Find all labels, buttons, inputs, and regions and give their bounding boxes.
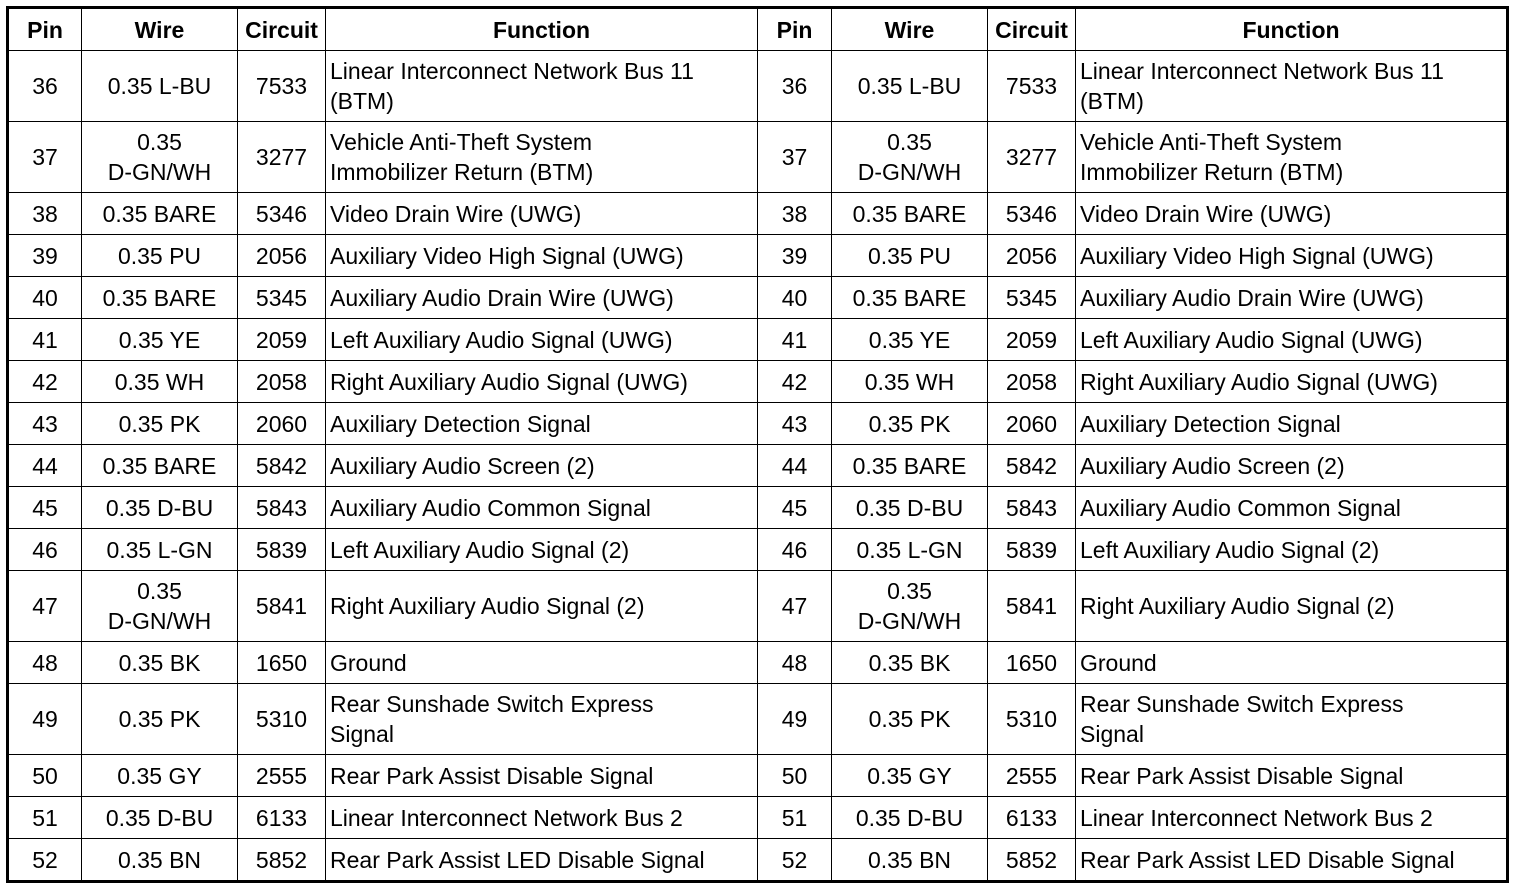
pin-cell-left: 47 xyxy=(8,571,82,642)
function-line: Rear Sunshade Switch Express xyxy=(1080,691,1404,717)
pin-cell-left: 42 xyxy=(8,361,82,403)
function-cell-right xyxy=(1076,235,1508,277)
function-line: Left Auxiliary Audio Signal (2) xyxy=(1080,536,1380,563)
function-line: Signal xyxy=(330,721,394,747)
function-cell-right xyxy=(1076,122,1508,193)
wire-cell-left xyxy=(82,319,238,361)
wire-cell-left xyxy=(82,235,238,277)
table-row xyxy=(8,529,1508,571)
function-cell-left xyxy=(326,445,758,487)
circuit-cell-right: 5842 xyxy=(988,445,1076,487)
pin-cell-right: 50 xyxy=(758,755,832,797)
function-cell-left xyxy=(326,122,758,193)
function-line: Video Drain Wire (UWG) xyxy=(1080,200,1332,227)
function-line: Rear Park Assist Disable Signal xyxy=(1080,762,1404,789)
header-pin: Pin xyxy=(8,8,82,51)
wire-line: 0.35 D-BU xyxy=(105,494,214,521)
function-line: Right Auxiliary Audio Signal (UWG) xyxy=(1080,368,1438,395)
function-line: Auxiliary Detection Signal xyxy=(330,410,591,437)
wire-line: 0.35 PK xyxy=(118,706,201,732)
circuit-cell-left: 7533 xyxy=(238,51,326,122)
function-line: Linear Interconnect Network Bus 11 xyxy=(1080,58,1444,84)
pin-cell-right: 52 xyxy=(758,839,832,882)
circuit-cell-right: 6133 xyxy=(988,797,1076,839)
pin-cell-left: 43 xyxy=(8,403,82,445)
wire-cell-left xyxy=(82,193,238,235)
circuit-cell-left: 5839 xyxy=(238,529,326,571)
table-row xyxy=(8,122,1508,193)
circuit-cell-right: 5310 xyxy=(988,684,1076,755)
pin-cell-left: 52 xyxy=(8,839,82,882)
wire-cell-right xyxy=(832,571,988,642)
function-line: (BTM) xyxy=(1080,88,1144,114)
function-cell-right xyxy=(1076,193,1508,235)
circuit-cell-left: 2056 xyxy=(238,235,326,277)
wire-cell-right xyxy=(832,51,988,122)
wire-line: 0.35 L-BU xyxy=(107,73,212,99)
pin-cell-left: 48 xyxy=(8,642,82,684)
circuit-cell-left: 6133 xyxy=(238,797,326,839)
function-line: Right Auxiliary Audio Signal (2) xyxy=(1080,593,1395,619)
wire-line: 0.35 L-GN xyxy=(106,536,213,563)
wire-cell-left xyxy=(82,277,238,319)
pin-cell-left: 40 xyxy=(8,277,82,319)
function-cell-right xyxy=(1076,642,1508,684)
pin-cell-right: 38 xyxy=(758,193,832,235)
wire-line: 0.35 xyxy=(137,129,182,155)
wire-line: 0.35 BARE xyxy=(852,284,967,311)
wire-line: 0.35 D-BU xyxy=(855,804,964,831)
function-cell-right xyxy=(1076,403,1508,445)
function-line: Rear Park Assist Disable Signal xyxy=(330,762,654,789)
wire-line: 0.35 D-BU xyxy=(855,494,964,521)
function-line: Signal xyxy=(1080,721,1144,747)
header-wire: Wire xyxy=(82,8,238,51)
pin-cell-right: 45 xyxy=(758,487,832,529)
header-row xyxy=(8,8,1508,51)
wire-line: 0.35 BK xyxy=(118,649,201,676)
function-cell-left xyxy=(326,797,758,839)
function-cell-left xyxy=(326,642,758,684)
circuit-cell-left: 5310 xyxy=(238,684,326,755)
pin-cell-right: 40 xyxy=(758,277,832,319)
function-cell-right xyxy=(1076,445,1508,487)
wire-cell-right xyxy=(832,277,988,319)
circuit-cell-right: 5345 xyxy=(988,277,1076,319)
pin-cell-right: 36 xyxy=(758,51,832,122)
wire-cell-left xyxy=(82,51,238,122)
function-line: Auxiliary Audio Common Signal xyxy=(330,494,651,521)
circuit-cell-right: 2056 xyxy=(988,235,1076,277)
function-cell-left xyxy=(326,403,758,445)
function-cell-right xyxy=(1076,529,1508,571)
circuit-cell-left: 2058 xyxy=(238,361,326,403)
function-cell-right xyxy=(1076,51,1508,122)
wire-cell-left xyxy=(82,571,238,642)
function-line: Left Auxiliary Audio Signal (UWG) xyxy=(330,326,673,353)
wire-line: 0.35 YE xyxy=(868,326,951,353)
pin-cell-left: 45 xyxy=(8,487,82,529)
wire-cell-left xyxy=(82,445,238,487)
circuit-cell-right: 5852 xyxy=(988,839,1076,882)
function-line: Linear Interconnect Network Bus 2 xyxy=(330,804,683,831)
function-cell-left xyxy=(326,571,758,642)
wire-line: 0.35 PK xyxy=(868,706,951,732)
pin-cell-right: 42 xyxy=(758,361,832,403)
wire-line: 0.35 BARE xyxy=(102,284,217,311)
header-wire-right: Wire xyxy=(832,8,988,51)
function-line: Auxiliary Video High Signal (UWG) xyxy=(1080,242,1434,269)
circuit-cell-left: 2060 xyxy=(238,403,326,445)
pin-cell-right: 37 xyxy=(758,122,832,193)
wire-cell-right xyxy=(832,361,988,403)
table-row xyxy=(8,51,1508,122)
pin-cell-left: 39 xyxy=(8,235,82,277)
function-line: Auxiliary Audio Screen (2) xyxy=(330,452,595,479)
function-cell-left xyxy=(326,529,758,571)
pinout-table xyxy=(6,6,1509,883)
function-line: Linear Interconnect Network Bus 11 xyxy=(330,58,694,84)
table-row xyxy=(8,684,1508,755)
pin-cell-right: 49 xyxy=(758,684,832,755)
circuit-cell-left: 5842 xyxy=(238,445,326,487)
wire-line: 0.35 BN xyxy=(867,846,952,873)
function-line: Rear Park Assist LED Disable Signal xyxy=(330,846,705,873)
pin-cell-left: 41 xyxy=(8,319,82,361)
header-function: Function xyxy=(326,8,758,51)
wire-line: 0.35 BK xyxy=(868,649,951,676)
circuit-cell-right: 5839 xyxy=(988,529,1076,571)
circuit-cell-right: 2555 xyxy=(988,755,1076,797)
pin-cell-right: 39 xyxy=(758,235,832,277)
circuit-cell-left: 5841 xyxy=(238,571,326,642)
table-row xyxy=(8,797,1508,839)
circuit-cell-left: 5346 xyxy=(238,193,326,235)
wire-line: 0.35 xyxy=(137,578,182,604)
header-circuit-right: Circuit xyxy=(988,8,1076,51)
table-row xyxy=(8,839,1508,882)
function-line: Auxiliary Audio Common Signal xyxy=(1080,494,1401,521)
wire-cell-right xyxy=(832,122,988,193)
table-row xyxy=(8,445,1508,487)
function-line: Immobilizer Return (BTM) xyxy=(1080,159,1344,185)
circuit-cell-left: 1650 xyxy=(238,642,326,684)
table-row xyxy=(8,571,1508,642)
function-line: Auxiliary Audio Drain Wire (UWG) xyxy=(1080,284,1424,311)
wire-line: 0.35 PK xyxy=(118,410,201,437)
function-line: Left Auxiliary Audio Signal (UWG) xyxy=(1080,326,1423,353)
table-row xyxy=(8,319,1508,361)
table-row xyxy=(8,755,1508,797)
wire-cell-right xyxy=(832,235,988,277)
wire-line: 0.35 BARE xyxy=(852,200,967,227)
wire-line: 0.35 BARE xyxy=(102,200,217,227)
function-cell-left xyxy=(326,277,758,319)
circuit-cell-right: 5843 xyxy=(988,487,1076,529)
function-cell-left xyxy=(326,235,758,277)
function-cell-left xyxy=(326,684,758,755)
function-line: Auxiliary Audio Drain Wire (UWG) xyxy=(330,284,674,311)
pin-cell-right: 51 xyxy=(758,797,832,839)
wire-line: 0.35 PU xyxy=(117,242,202,269)
function-cell-left xyxy=(326,755,758,797)
wire-line: D-GN/WH xyxy=(107,159,212,185)
pin-cell-left: 44 xyxy=(8,445,82,487)
wire-cell-left xyxy=(82,122,238,193)
table-row xyxy=(8,235,1508,277)
wire-line: 0.35 YE xyxy=(118,326,201,353)
function-line: Immobilizer Return (BTM) xyxy=(330,159,594,185)
wire-line: 0.35 GY xyxy=(867,762,952,789)
pin-cell-right: 44 xyxy=(758,445,832,487)
function-line: Video Drain Wire (UWG) xyxy=(330,200,582,227)
wire-line: 0.35 WH xyxy=(114,368,205,395)
wire-cell-left xyxy=(82,403,238,445)
function-line: Right Auxiliary Audio Signal (2) xyxy=(330,593,645,619)
pin-cell-right: 47 xyxy=(758,571,832,642)
function-line: Ground xyxy=(330,649,407,676)
wire-cell-right xyxy=(832,684,988,755)
wire-line: D-GN/WH xyxy=(107,608,212,634)
function-cell-left xyxy=(326,361,758,403)
function-line: Vehicle Anti-Theft System xyxy=(330,129,593,155)
wire-line: 0.35 L-BU xyxy=(857,73,962,99)
function-cell-right xyxy=(1076,487,1508,529)
pin-cell-left: 46 xyxy=(8,529,82,571)
pin-cell-left: 37 xyxy=(8,122,82,193)
wire-cell-left xyxy=(82,487,238,529)
function-line: Rear Sunshade Switch Express xyxy=(330,691,654,717)
table-row xyxy=(8,487,1508,529)
circuit-cell-right: 2060 xyxy=(988,403,1076,445)
circuit-cell-left: 2059 xyxy=(238,319,326,361)
function-cell-left xyxy=(326,319,758,361)
function-line: Ground xyxy=(1080,649,1157,676)
wire-line: 0.35 GY xyxy=(117,762,202,789)
wire-cell-left xyxy=(82,839,238,882)
function-cell-left xyxy=(326,839,758,882)
header-pin-right: Pin xyxy=(758,8,832,51)
circuit-cell-right: 5841 xyxy=(988,571,1076,642)
function-cell-right xyxy=(1076,571,1508,642)
pin-cell-right: 41 xyxy=(758,319,832,361)
pin-cell-right: 48 xyxy=(758,642,832,684)
circuit-cell-left: 5843 xyxy=(238,487,326,529)
circuit-cell-right: 5346 xyxy=(988,193,1076,235)
wire-line: 0.35 BARE xyxy=(852,452,967,479)
circuit-cell-right: 1650 xyxy=(988,642,1076,684)
table-row xyxy=(8,277,1508,319)
wire-line: 0.35 PK xyxy=(868,410,951,437)
circuit-cell-left: 2555 xyxy=(238,755,326,797)
wire-cell-left xyxy=(82,529,238,571)
wire-line: D-GN/WH xyxy=(857,608,962,634)
function-cell-right xyxy=(1076,839,1508,882)
header-function-right: Function xyxy=(1076,8,1508,51)
wire-line: 0.35 D-BU xyxy=(105,804,214,831)
wire-line: 0.35 PU xyxy=(867,242,952,269)
wire-cell-left xyxy=(82,755,238,797)
function-line: Rear Park Assist LED Disable Signal xyxy=(1080,846,1455,873)
wire-cell-right xyxy=(832,839,988,882)
pin-cell-left: 38 xyxy=(8,193,82,235)
wire-cell-left xyxy=(82,797,238,839)
wire-cell-right xyxy=(832,445,988,487)
pin-cell-left: 50 xyxy=(8,755,82,797)
function-line: Auxiliary Detection Signal xyxy=(1080,410,1341,437)
wire-line: 0.35 xyxy=(887,129,932,155)
table-row xyxy=(8,361,1508,403)
circuit-cell-right: 2058 xyxy=(988,361,1076,403)
wire-line: D-GN/WH xyxy=(857,159,962,185)
function-cell-left xyxy=(326,487,758,529)
function-line: (BTM) xyxy=(330,88,394,114)
function-line: Auxiliary Audio Screen (2) xyxy=(1080,452,1345,479)
function-line: Linear Interconnect Network Bus 2 xyxy=(1080,804,1433,831)
circuit-cell-right: 7533 xyxy=(988,51,1076,122)
function-cell-left xyxy=(326,51,758,122)
function-cell-right xyxy=(1076,361,1508,403)
table-row xyxy=(8,403,1508,445)
wire-cell-left xyxy=(82,684,238,755)
wire-cell-right xyxy=(832,403,988,445)
wire-cell-right xyxy=(832,319,988,361)
wire-cell-right xyxy=(832,487,988,529)
wire-cell-left xyxy=(82,642,238,684)
wire-cell-right xyxy=(832,797,988,839)
circuit-cell-right: 3277 xyxy=(988,122,1076,193)
table-row xyxy=(8,642,1508,684)
pin-cell-left: 51 xyxy=(8,797,82,839)
pin-cell-left: 49 xyxy=(8,684,82,755)
function-cell-right xyxy=(1076,684,1508,755)
wire-line: 0.35 BARE xyxy=(102,452,217,479)
wire-cell-right xyxy=(832,755,988,797)
circuit-cell-left: 5345 xyxy=(238,277,326,319)
table-row xyxy=(8,193,1508,235)
function-cell-right xyxy=(1076,797,1508,839)
function-cell-right xyxy=(1076,277,1508,319)
header-circuit: Circuit xyxy=(238,8,326,51)
wire-line: 0.35 WH xyxy=(864,368,955,395)
function-cell-right xyxy=(1076,755,1508,797)
wire-cell-right xyxy=(832,193,988,235)
circuit-cell-right: 2059 xyxy=(988,319,1076,361)
wire-cell-left xyxy=(82,361,238,403)
function-line: Vehicle Anti-Theft System xyxy=(1080,129,1343,155)
wire-line: 0.35 xyxy=(887,578,932,604)
function-line: Right Auxiliary Audio Signal (UWG) xyxy=(330,368,688,395)
function-line: Left Auxiliary Audio Signal (2) xyxy=(330,536,630,563)
pin-cell-left: 36 xyxy=(8,51,82,122)
function-cell-right xyxy=(1076,319,1508,361)
wire-cell-right xyxy=(832,529,988,571)
pin-cell-right: 46 xyxy=(758,529,832,571)
pin-cell-right: 43 xyxy=(758,403,832,445)
function-cell-left xyxy=(326,193,758,235)
wire-line: 0.35 BN xyxy=(117,846,202,873)
function-line: Auxiliary Video High Signal (UWG) xyxy=(330,242,684,269)
wire-line: 0.35 L-GN xyxy=(856,536,963,563)
circuit-cell-left: 5852 xyxy=(238,839,326,882)
circuit-cell-left: 3277 xyxy=(238,122,326,193)
wire-cell-right xyxy=(832,642,988,684)
table-body xyxy=(8,51,1508,882)
